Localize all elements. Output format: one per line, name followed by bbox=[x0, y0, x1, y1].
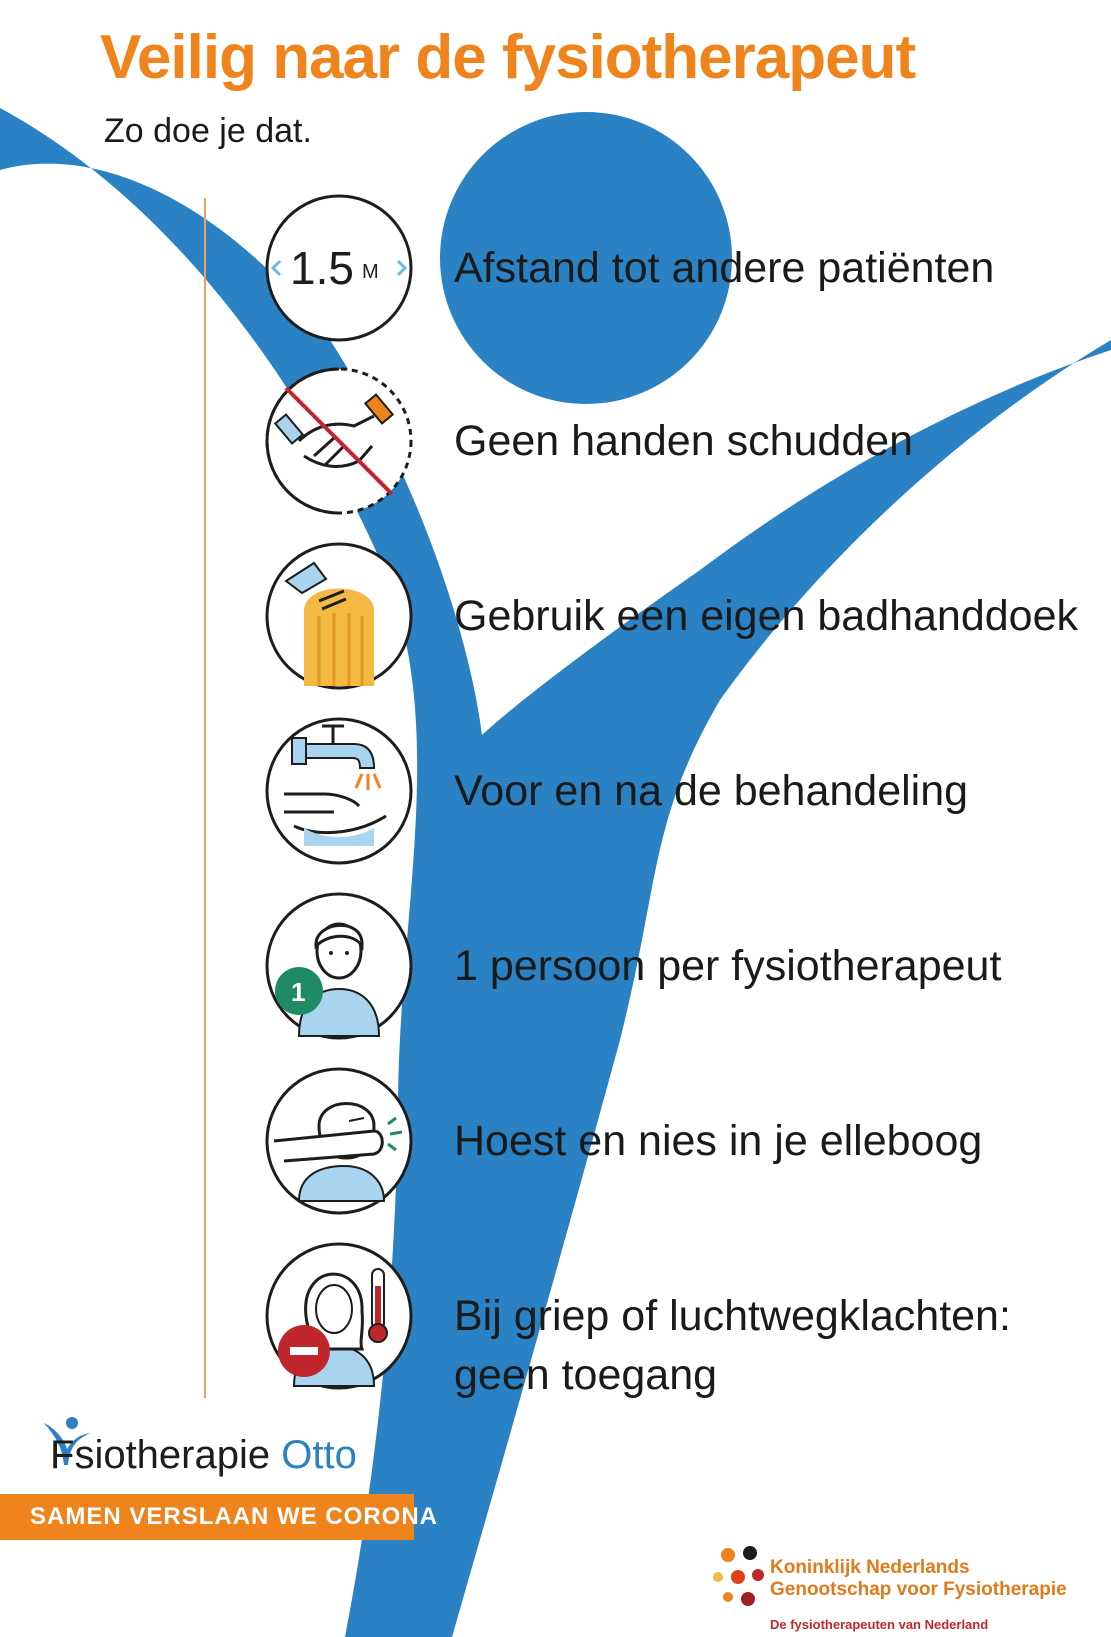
item-label-no-handshake: Geen handen schudden bbox=[454, 417, 914, 465]
item-one-person bbox=[264, 891, 414, 1041]
cough-elbow-icon bbox=[264, 1066, 414, 1216]
one-person-icon bbox=[264, 891, 414, 1041]
item-label-one-person: 1 persoon per fysiotherapeut bbox=[454, 942, 1002, 990]
kngf-logo bbox=[710, 1535, 1100, 1635]
item-cough-elbow bbox=[264, 1066, 414, 1216]
item-label-cough-elbow: Hoest en nies in je elleboog bbox=[454, 1117, 983, 1165]
towel-icon bbox=[264, 541, 414, 691]
kngf-tagline: De fysiotherapeuten van Nederland bbox=[770, 1617, 989, 1632]
item-distance bbox=[264, 193, 414, 343]
brand-logo bbox=[30, 1415, 410, 1495]
no-handshake-icon bbox=[264, 366, 414, 516]
item-hand-washing bbox=[264, 716, 414, 866]
item-label-hand-washing: Voor en na de behandeling bbox=[454, 767, 969, 815]
person-count-badge: 1 bbox=[291, 977, 306, 1007]
distance-value: 1.5 bbox=[290, 242, 354, 294]
fever-no-entry-icon bbox=[264, 1241, 414, 1391]
brand-name bbox=[50, 1433, 357, 1478]
distance-1-5m-icon bbox=[264, 193, 414, 343]
hand-washing-icon bbox=[264, 716, 414, 866]
kngf-name-line1: Koninklijk Nederlands bbox=[770, 1557, 970, 1578]
brand-name-part1: F bbox=[50, 1433, 75, 1477]
brand-name-part2: siotherapie bbox=[74, 1433, 271, 1477]
slogan-banner: SAMEN VERSLAAN WE CORONA bbox=[0, 1494, 414, 1540]
distance-unit: M bbox=[362, 261, 379, 283]
kngf-name bbox=[770, 1557, 1067, 1601]
item-fever bbox=[264, 1241, 414, 1391]
item-label-towel: Gebruik een eigen badhanddoek bbox=[454, 592, 1079, 640]
kngf-dots-icon bbox=[710, 1535, 770, 1635]
item-label-fever-line1: Bij griep of luchtwegklachten: bbox=[454, 1292, 1011, 1340]
divider-line bbox=[204, 198, 206, 1398]
page-title: Veilig naar de fysiotherapeut bbox=[100, 23, 916, 92]
item-label-fever-line2: geen toegang bbox=[454, 1351, 718, 1399]
brand-name-part3: Otto bbox=[281, 1433, 357, 1477]
kngf-name-line2: Genootschap voor Fysiotherapie bbox=[770, 1579, 1067, 1600]
page-subtitle: Zo doe je dat. bbox=[104, 112, 312, 150]
item-label-distance: Afstand tot andere patiënten bbox=[454, 244, 995, 292]
item-towel bbox=[264, 541, 414, 691]
item-no-handshake bbox=[264, 366, 414, 516]
